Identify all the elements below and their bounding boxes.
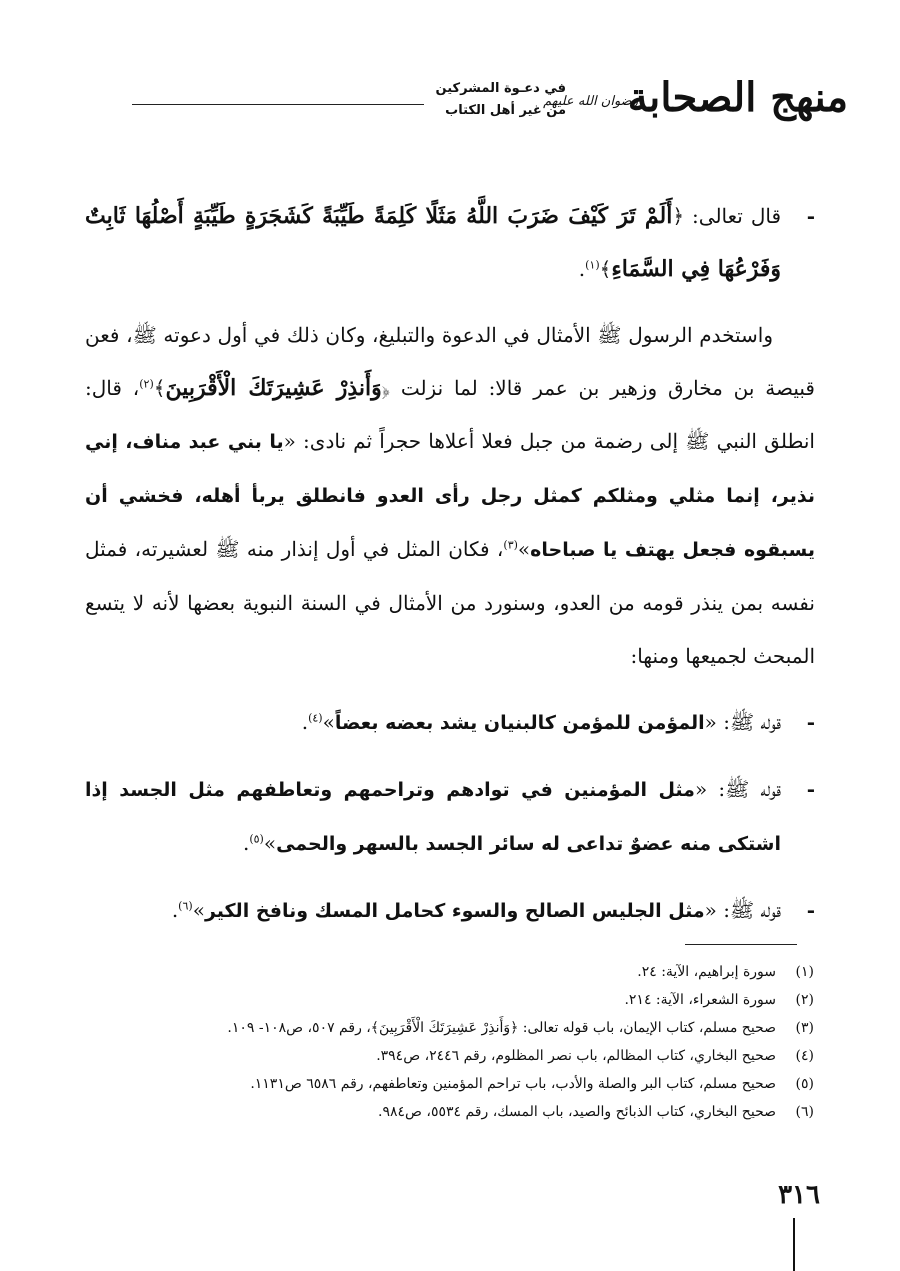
footnote-number: (١) (795, 964, 814, 980)
hadith-text: مثل المؤمنين في توادهم وتراحمهم وتعاطفهم مثل الجسد إذا اشتكى منه عضوٌ تداعى له سائر الجسد بالسهر والحمى (85, 779, 781, 855)
footnote-text: سورة الشعراء، الآية: ٢١٤. (624, 992, 776, 1008)
quran-close-bracket: ﴾ (599, 257, 612, 281)
quran-close-bracket-2: ﴾ (153, 376, 166, 400)
hadith-text: المؤمن للمؤمن كالبنيان يشد بعضه بعضاً (334, 712, 705, 734)
footnote-number: (٦) (795, 1104, 814, 1120)
quote-close: » (322, 710, 335, 734)
footnote-ref-5: (٥) (249, 832, 264, 846)
hadith-text: مثل الجليس الصالح والسوء كحامل المسك ونافخ الكير (204, 900, 705, 922)
footnote-ref-6: (٦) (178, 899, 193, 913)
bullet-dash: - (806, 898, 815, 922)
subtitle-line-2: من غير أهل الكتاب (445, 103, 566, 118)
footnotes (74, 958, 814, 1126)
logo-honorific: رضوان الله عليهم (543, 94, 638, 109)
book-title-logo: منهج الصحابة (627, 74, 848, 121)
paragraph-main (85, 309, 815, 683)
footnote-ref-3: (٣) (503, 538, 518, 552)
verse-end: . (578, 257, 586, 281)
quran-verse: أَلَمْ تَرَ كَيْفَ ضَرَبَ اللَّهُ مَثَلًا كَلِمَةً طَيِّبَةً كَشَجَرَةٍ طَيِّبَةٍ أَصْلُهَا ثَابِتٌ وَفَرْعُهَا فِي السَّمَاءِ (85, 203, 781, 282)
footnote-item (74, 958, 814, 986)
footnote-separator (685, 944, 797, 945)
header-rule (132, 104, 424, 105)
bullet-hadith-1 (85, 696, 815, 750)
hadith-intro: قوله ﷺ: « (704, 710, 781, 734)
hadith-end: . (301, 710, 309, 734)
paragraph-text-c: » (517, 537, 531, 561)
footnote-text: سورة إبراهيم، الآية: ٢٤. (637, 964, 776, 980)
verse-intro: قال تعالى: (684, 204, 781, 228)
footnote-item (74, 986, 814, 1014)
footnote-ref-4: (٤) (308, 711, 323, 725)
bullet-dash: - (806, 204, 815, 228)
footnote-number: (٥) (795, 1076, 814, 1092)
footnote-text: صحيح مسلم، كتاب البر والصلة والأدب، باب تراحم المؤمنين وتعاطفهم، رقم ٦٥٨٦ ص١١٣١. (250, 1076, 776, 1092)
footnote-item (74, 1042, 814, 1070)
quran-verse-2: وَأَنذِرْ عَشِيرَتَكَ الْأَقْرَبِينَ (165, 375, 382, 401)
book-subtitle (436, 78, 566, 122)
quran-open-bracket: ﴿ (672, 204, 685, 228)
footnote-item (74, 1098, 814, 1126)
bullet-dash: - (806, 777, 815, 801)
hadith-end: . (242, 831, 250, 855)
page-number-rule (793, 1218, 795, 1271)
page-header (0, 68, 900, 138)
page-number: ٣١٦ (778, 1180, 820, 1210)
paragraph-text-b: ، قال: انطلق النبي ﷺ إلى رضمة من جبل فعلا أعلاها حجراً ثم نادى: « (85, 376, 815, 453)
subtitle-line-1: في دعـوة المشركين (435, 81, 566, 96)
footnote-ref-1: (١) (585, 258, 600, 272)
bullet-hadith-3 (85, 884, 815, 938)
footnote-text: صحيح البخاري، كتاب المظالم، باب نصر المظلوم، رقم ٢٤٤٦، ص٣٩٤. (376, 1048, 776, 1064)
paragraph-text-d: ، فكان المثل في أول إنذار منه ﷺ لعشيرته، فمثل نفسه بمن ينذر قومه من العدو، وسنورد من الأمثال في السنة النبوية بعضها لأنه لا يتسع المبحث لجميعها ومنها: (85, 537, 815, 668)
main-text (85, 190, 815, 938)
quote-close: » (192, 898, 205, 922)
hadith-end: . (171, 898, 179, 922)
footnote-item (74, 1070, 814, 1098)
quote-close: » (263, 831, 277, 855)
paragraph-text-a: واستخدم الرسول ﷺ الأمثال في الدعوة والتبليغ، وكان ذلك في أول دعوته ﷺ، فعن قبيصة بن مخارق وزهير بن عمر قالا: لما نزلت (85, 323, 815, 400)
footnote-ref-2: (٢) (139, 377, 154, 391)
footnote-number: (٤) (795, 1048, 814, 1064)
hadith-intro: قوله ﷺ: « (704, 898, 781, 922)
footnote-number: (٣) (795, 1020, 814, 1036)
hadith-intro: قوله ﷺ: « (694, 777, 781, 801)
footnote-number: (٢) (795, 992, 814, 1008)
bullet-dash: - (806, 710, 815, 734)
bullet-hadith-2 (85, 763, 815, 871)
quran-open-bracket-2: ﴿ (381, 376, 390, 400)
bullet-quran-verse (85, 190, 815, 296)
hadith-quote: يا بني عبد مناف، إني نذير، إنما مثلي ومثلكم كمثل رجل رأى العدو فانطلق يربأ أهله، فخشي أن يسبقوه فجعل يهتف يا صباحاه (85, 431, 815, 561)
footnote-item (74, 1014, 814, 1042)
footnote-text: صحيح مسلم، كتاب الإيمان، باب قوله تعالى: ﴿وَأَنذِرْ عَشِيرَتَكَ الْأَقْرَبِينَ﴾، رقم ٥٠٧، ص١٠٨- ١٠٩. (227, 1020, 776, 1036)
footnote-text: صحيح البخاري، كتاب الذبائح والصيد، باب المسك، رقم ٥٥٣٤، ص٩٨٤. (378, 1104, 776, 1120)
